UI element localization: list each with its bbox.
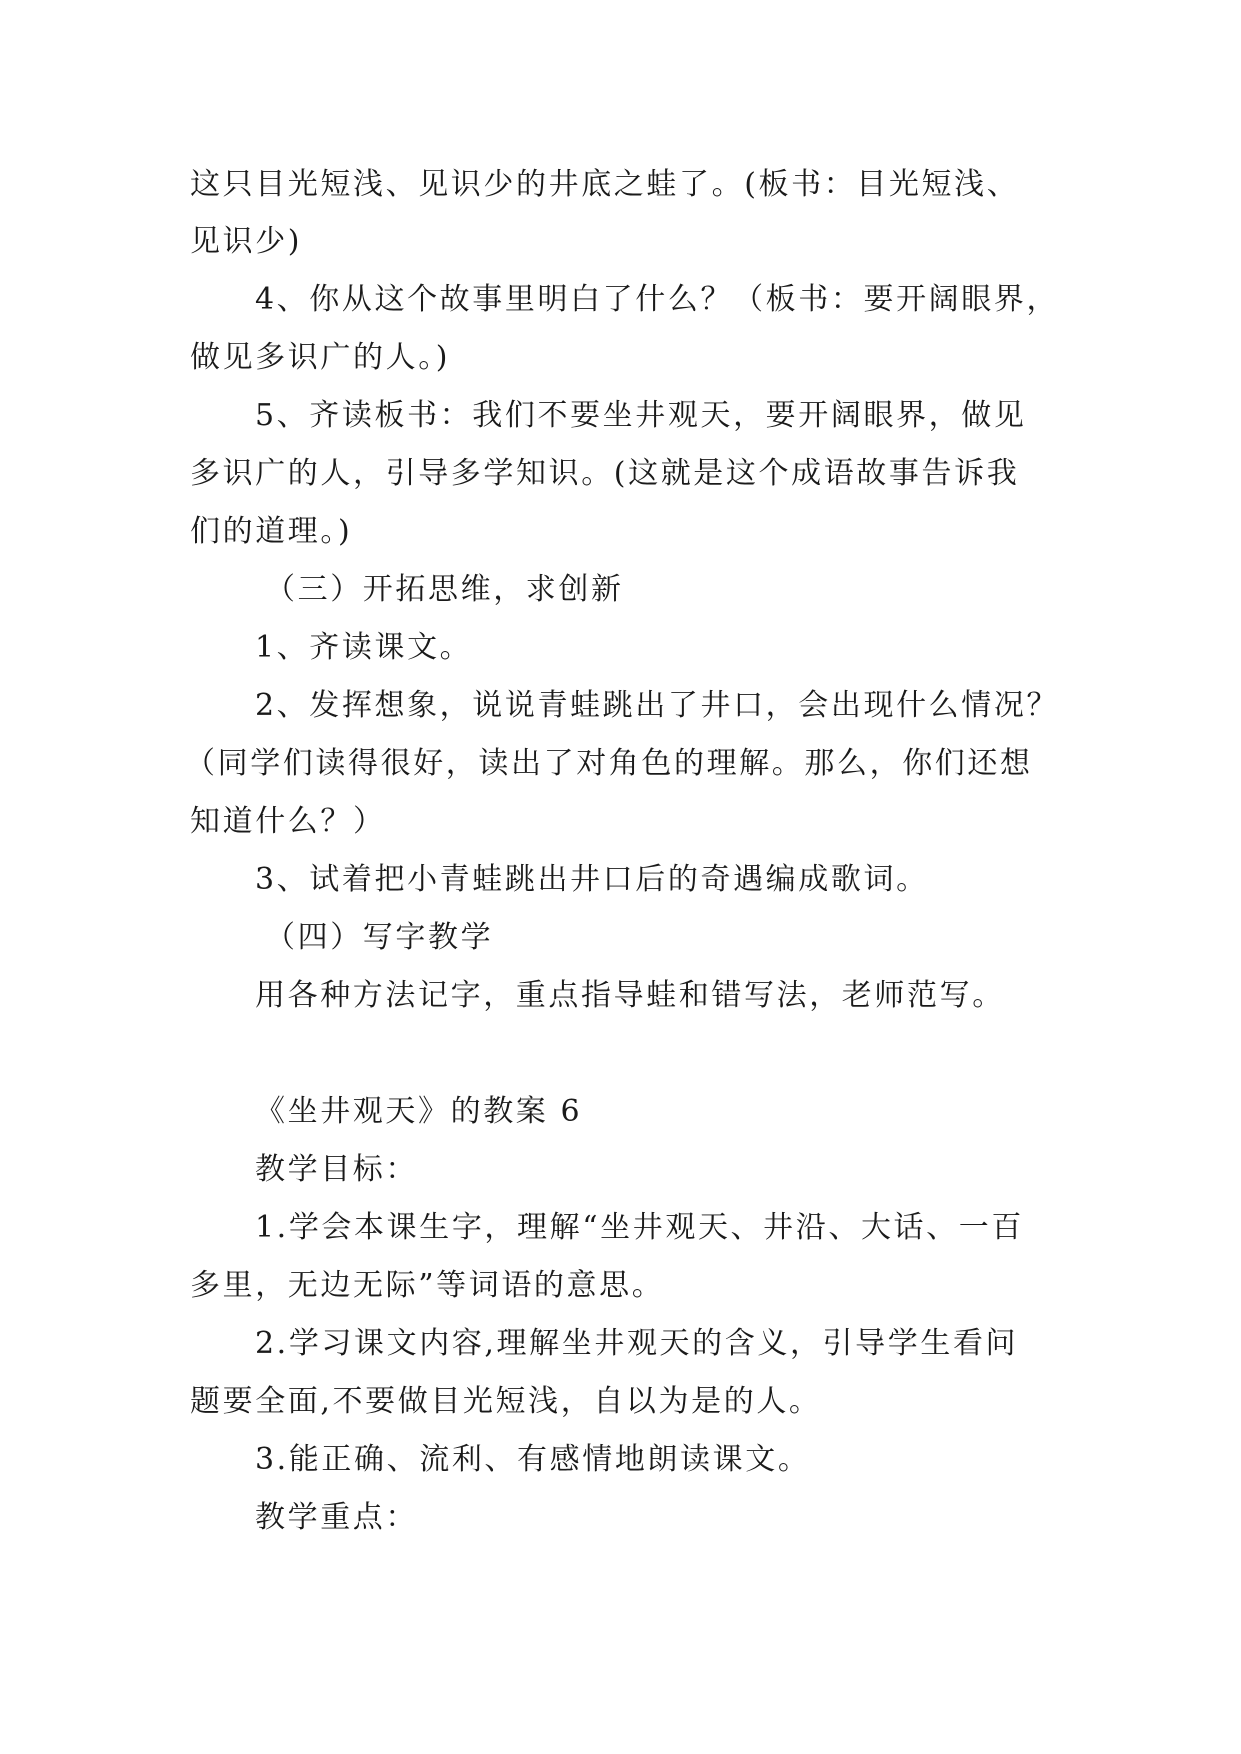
section-heading: 教学目标： [255,1152,418,1187]
text-line: 2.学习课文内容,理解坐井观天的含义，引导学生看问 [255,1326,1019,1361]
text-line: （同学们读得很好，读出了对角色的理解。那么，你们还想 [185,746,1033,781]
text-line: 1.学会本课生字，理解“坐井观天、井沿、大话、一百 [255,1210,1024,1245]
document-title: 《坐井观天》的教案 6 [255,1094,583,1129]
text-line: 做见多识广的人。) [190,340,451,375]
text-line: 4、你从这个故事里明白了什么？（板书：要开阔眼界， [255,282,1060,317]
text-line: 3.能正确、流利、有感情地朗读课文。 [255,1442,811,1477]
text-line: 1、齐读课文。 [255,630,473,665]
text-line: 2、发挥想象，说说青蛙跳出了井口，会出现什么情况？ [255,688,1060,723]
text-line: 见识少) [190,224,303,259]
text-line: 题要全面,不要做目光短浅，自以为是的人。 [190,1384,822,1419]
section-heading: 教学重点： [255,1500,418,1535]
text-line: 这只目光短浅、见识少的井底之蛙了。(板书：目光短浅、 [190,167,1020,202]
section-heading: （三）开拓思维，求创新 [265,572,624,607]
text-line: 3、试着把小青蛙跳出井口后的奇遇编成歌词。 [255,862,929,897]
text-line: 5、齐读板书：我们不要坐井观天，要开阔眼界，做见 [255,398,1027,433]
text-line: 们的道理。) [190,514,353,549]
text-line: 多里，无边无际”等词语的意思。 [190,1268,665,1303]
text-line: 知道什么？） [190,804,386,839]
section-heading: （四）写字教学 [265,920,494,955]
text-line: 用各种方法记字，重点指导蛙和错写法，老师范写。 [255,978,1005,1013]
text-line: 多识广的人，引导多学知识。(这就是这个成语故事告诉我 [190,456,1020,491]
